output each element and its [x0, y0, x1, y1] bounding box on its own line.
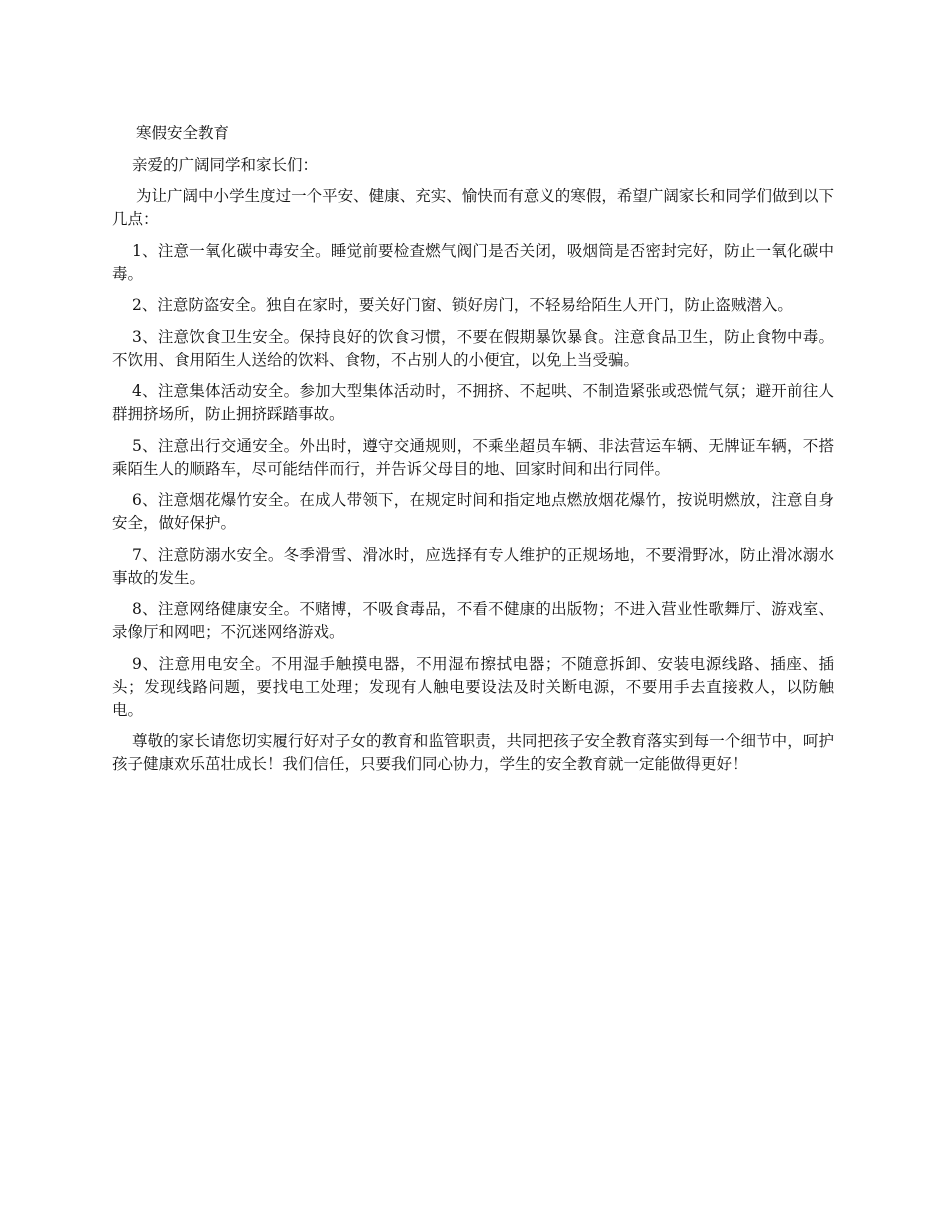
safety-item-1: 1、注意一氧化碳中毒安全。睡觉前要检查燃气阀门是否关闭，吸烟筒是否密封完好，防止一氧化碳中毒。: [112, 241, 834, 283]
safety-item-9: 9、注意用电安全。不用湿手触摸电器，不用湿布擦拭电器；不随意拆卸、安装电源线路、插座、插头；发现线路问题，要找电工处理；发现有人触电要设法及时关断电源，不要用手去直接救人，以防触电。: [112, 654, 834, 719]
safety-item-3: 3、注意饮食卫生安全。保持良好的饮食习惯，不要在假期暴饮暴食。注意食品卫生，防止食物中毒。不饮用、食用陌生人送给的饮料、食物，不占别人的小便宜，以免上当受骗。: [112, 327, 834, 369]
intro-paragraph: 为让广阔中小学生度过一个平安、健康、充实、愉快而有意义的寒假，希望广阔家长和同学们做到以下几点：: [112, 187, 834, 228]
safety-item-7: 7、注意防溺水安全。冬季滑雪、滑冰时，应选择有专人维护的正规场地，不要滑野冰，防止滑冰溺水事故的发生。: [112, 545, 834, 587]
document-title: 寒假安全教育: [136, 124, 230, 142]
closing-paragraph: 尊敬的家长请您切实履行好对子女的教育和监管职责，共同把孩子安全教育落实到每一个细节中，呵护孩子健康欢乐茁壮成长！我们信任，只要我们同心协力，学生的安全教育就一定能做得更好！: [112, 732, 834, 773]
safety-item-4: 4、注意集体活动安全。参加大型集体活动时，不拥挤、不起哄、不制造紧张或恐慌气氛；避开前往人群拥挤场所，防止拥挤踩踏事故。: [112, 382, 834, 423]
safety-item-5: 5、注意出行交通安全。外出时，遵守交通规则，不乘坐超员车辆、非法营运车辆、无牌证车辆，不搭乘陌生人的顺路车，尽可能结伴而行，并告诉父母目的地、回家时间和出行同伴。: [112, 436, 834, 478]
document-body: [112, 122, 834, 785]
greeting: 亲爱的广阔同学和家长们：: [132, 155, 319, 174]
safety-item-8: 8、注意网络健康安全。不赌博，不吸食毒品，不看不健康的出版物；不进入营业性歌舞厅、游戏室、录像厅和网吧；不沉迷网络游戏。: [112, 600, 834, 641]
safety-item-6: 6、注意烟花爆竹安全。在成人带领下，在规定时间和指定地点燃放烟花爆竹，按说明燃放，注意自身安全，做好保护。: [112, 491, 834, 532]
safety-item-2: 2、注意防盗安全。独自在家时，要关好门窗、锁好房门，不轻易给陌生人开门，防止盗贼潜入。: [132, 296, 793, 314]
